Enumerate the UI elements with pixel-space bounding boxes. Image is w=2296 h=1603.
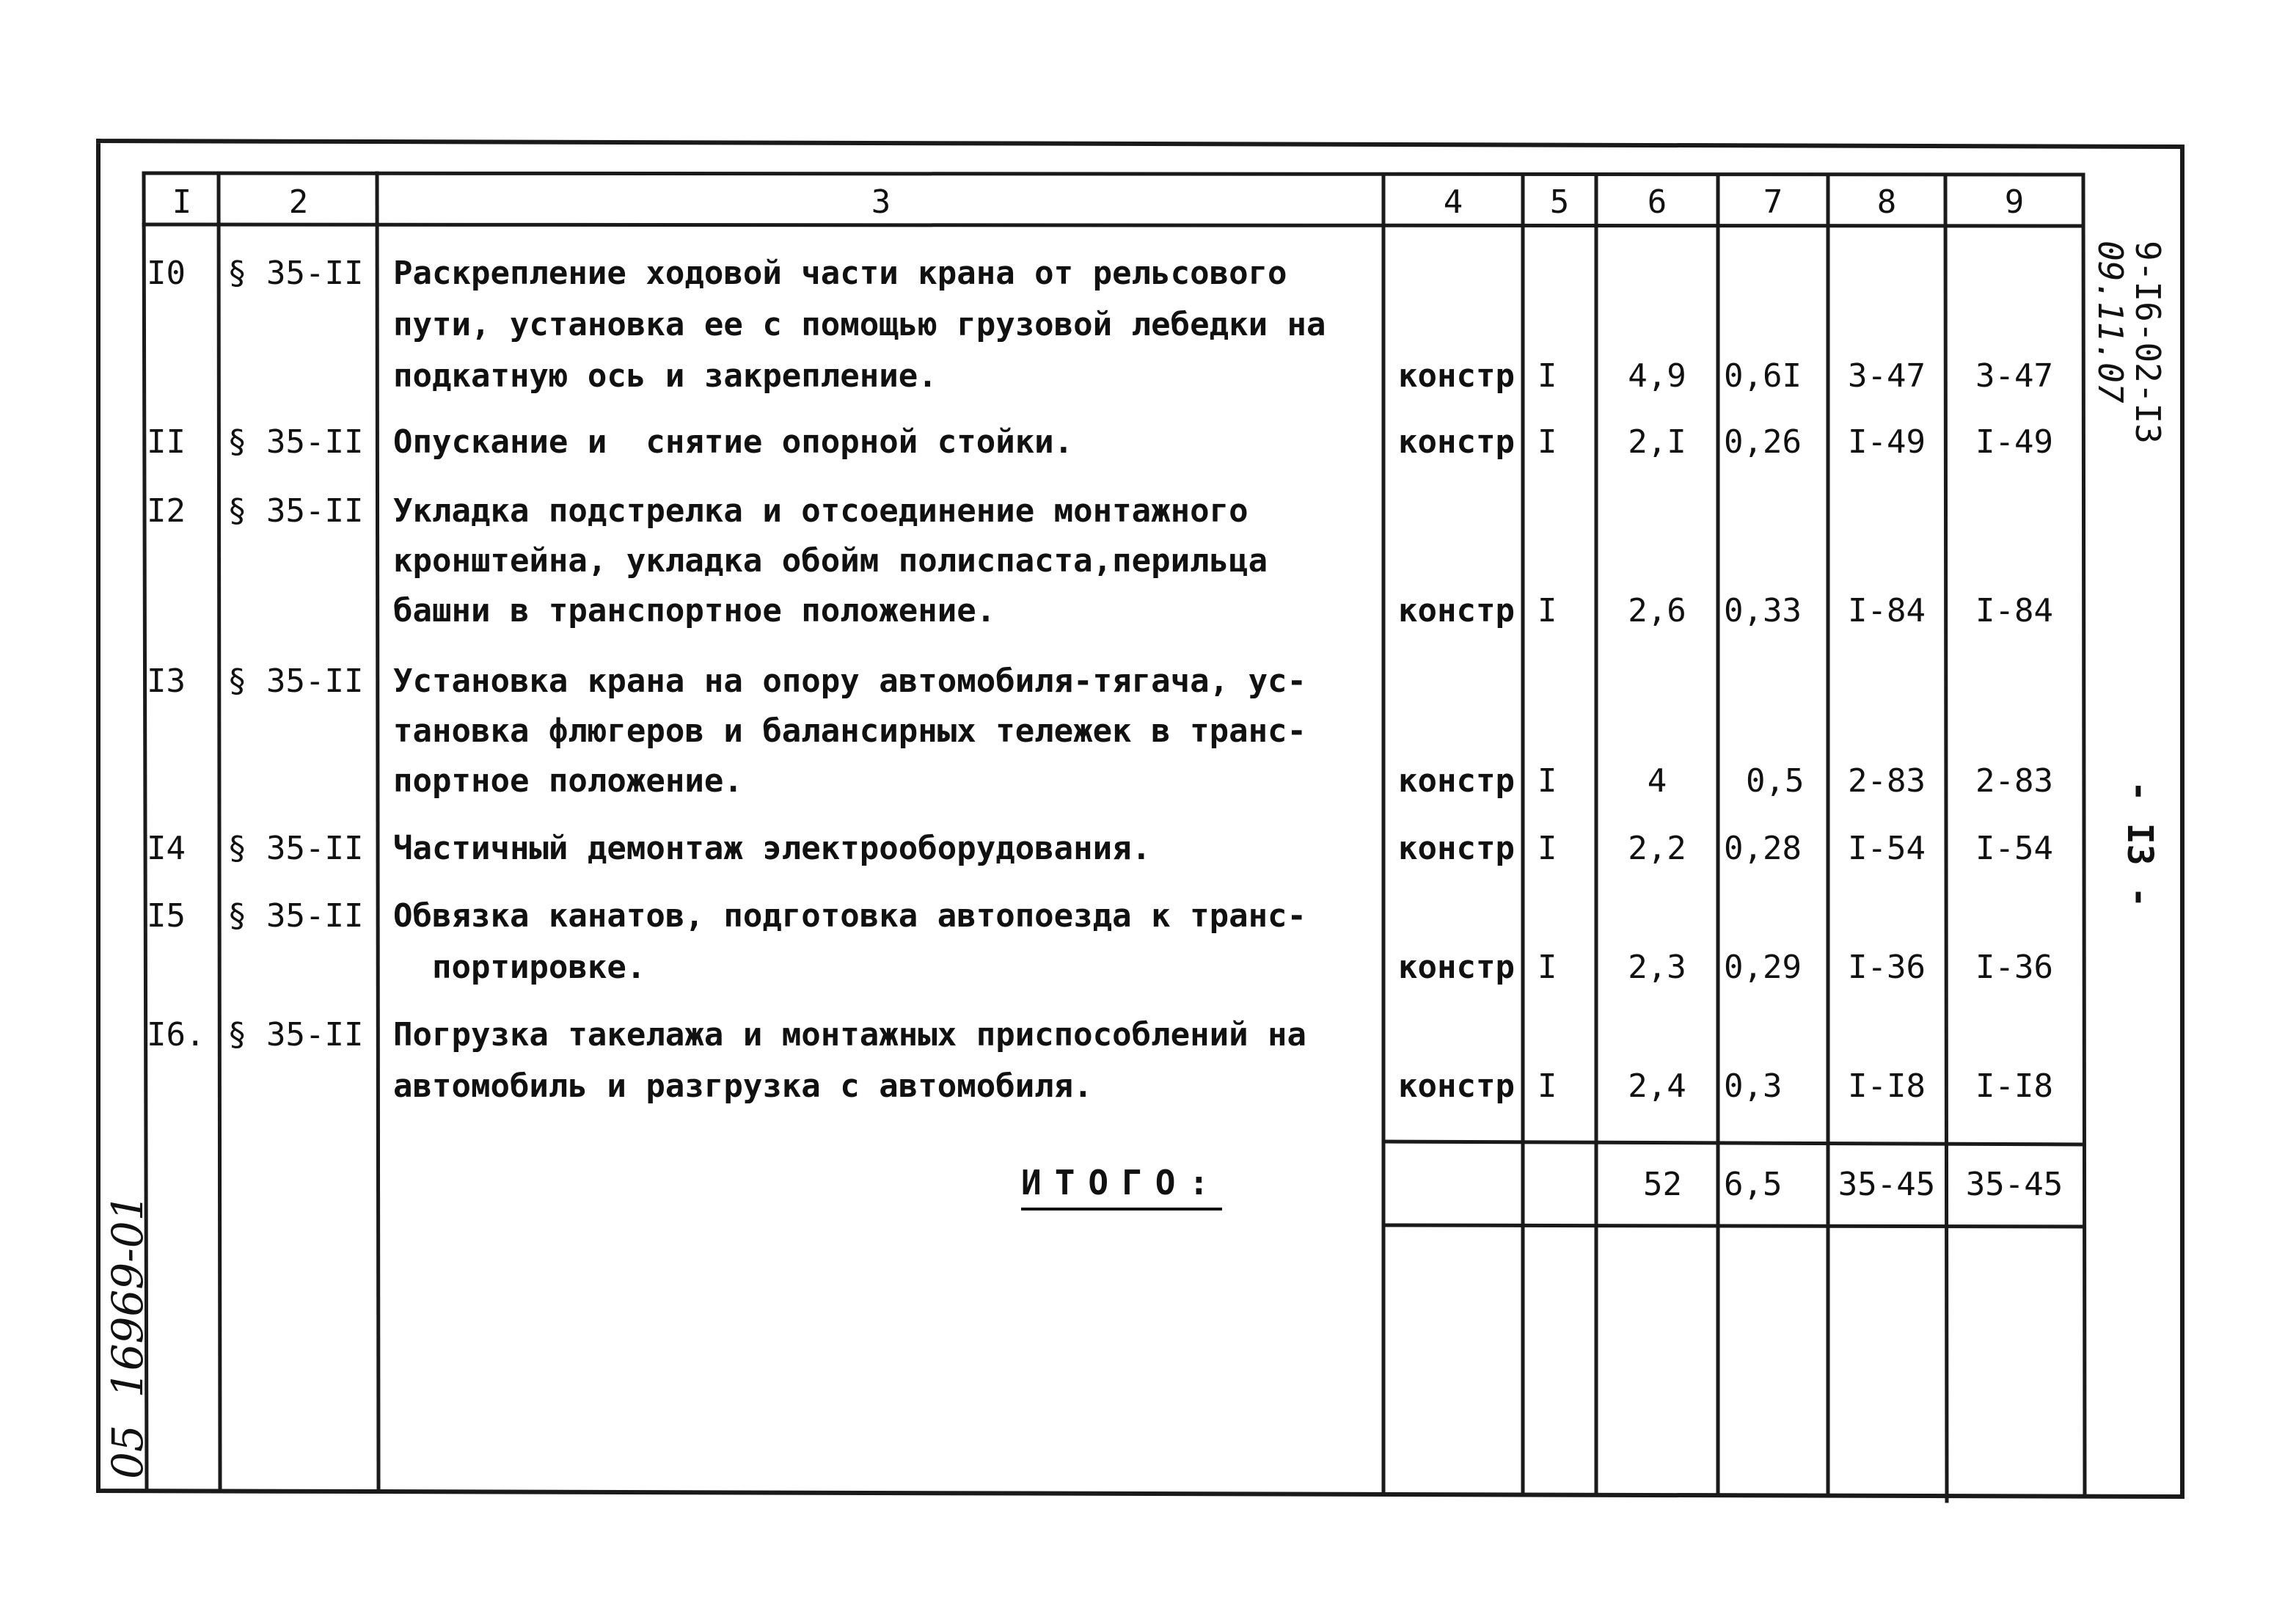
row-description-line: Раскрепление ходовой части крана от рельсового <box>393 255 1287 292</box>
header-col-9: 9 <box>2004 183 2025 221</box>
header-col-7: 7 <box>1763 183 1783 221</box>
row-quantity: I <box>1538 423 1557 461</box>
row-description-line: кронштейна, укладка обойм полиспаста,перильца <box>393 542 1268 580</box>
row-col-6: 4 <box>1647 762 1667 800</box>
header-col-1: I <box>172 183 192 221</box>
row-col-9: I-84 <box>1975 592 2053 629</box>
row-number: I3 <box>147 662 186 700</box>
total-col-6: 52 <box>1643 1166 1682 1203</box>
row-col-7: 0,26 <box>1724 423 1802 461</box>
row-unit: констр <box>1398 357 1515 395</box>
page-number: - I3 - <box>2119 781 2160 908</box>
row-col-9: I-49 <box>1975 423 2053 461</box>
row-unit: констр <box>1398 592 1515 629</box>
row-unit: констр <box>1398 1067 1515 1105</box>
row-reference: § 35-II <box>227 1016 364 1054</box>
row-quantity: I <box>1538 762 1557 800</box>
row-col-8: 2-83 <box>1848 762 1926 800</box>
row-col-6: 2,3 <box>1628 949 1686 986</box>
row-description-line: портировке. <box>393 949 646 986</box>
row-col-7: 0,6I <box>1724 357 1802 395</box>
row-col-6: 2,I <box>1628 423 1686 461</box>
row-col-8: I-54 <box>1848 830 1926 867</box>
row-col-6: 2,4 <box>1628 1067 1686 1105</box>
row-description-line: подкатную ось и закрепление. <box>393 357 937 395</box>
total-col-8: 35-45 <box>1838 1166 1936 1203</box>
header-col-3: 3 <box>871 183 891 221</box>
row-col-6: 2,2 <box>1628 830 1686 867</box>
row-description-line: пути, установка ее с помощью грузовой лебедки на <box>393 306 1326 343</box>
row-col-7: 0,28 <box>1724 830 1802 867</box>
row-number: I5 <box>147 897 186 935</box>
row-unit: констр <box>1398 423 1515 461</box>
row-description-line: Частичный демонтаж электрооборудования. <box>393 830 1152 867</box>
row-col-7: 0,29 <box>1724 949 1802 986</box>
row-reference: § 35-II <box>227 492 364 530</box>
handwritten-inventory-number: 05 16969-01 <box>103 1194 153 1479</box>
row-unit: констр <box>1398 830 1515 867</box>
row-description-line: Опускание и снятие опорной стойки. <box>393 423 1074 461</box>
row-number: I4 <box>147 830 186 867</box>
total-label: ИТОГО: <box>1021 1161 1222 1211</box>
row-col-7: 0,3 <box>1724 1067 1783 1105</box>
header-col-8: 8 <box>1876 183 1897 221</box>
document-code: 9-I6-02-I3 <box>2128 241 2168 444</box>
row-col-9: I-I8 <box>1975 1067 2053 1105</box>
row-col-9: I-54 <box>1975 830 2053 867</box>
row-description-line: автомобиль и разгрузка с автомобиля. <box>393 1067 1093 1105</box>
row-reference: § 35-II <box>227 423 364 461</box>
header-col-4: 4 <box>1443 183 1463 221</box>
row-reference: § 35-II <box>227 830 364 867</box>
row-description-line: башни в транспортное положение. <box>393 592 996 629</box>
row-description-line: Установка крана на опору автомобиля-тягача, ус- <box>393 662 1307 700</box>
row-description-line: Укладка подстрелка и отсоединение монтажного <box>393 492 1248 530</box>
row-col-7: 0,33 <box>1724 592 1802 629</box>
row-col-7: 0,5 <box>1746 762 1805 800</box>
row-col-6: 2,6 <box>1628 592 1686 629</box>
row-quantity: I <box>1538 357 1557 395</box>
row-reference: § 35-II <box>227 897 364 935</box>
row-col-8: I-I8 <box>1848 1067 1926 1105</box>
row-col-9: I-36 <box>1975 949 2053 986</box>
row-quantity: I <box>1538 1067 1557 1105</box>
row-quantity: I <box>1538 592 1557 629</box>
row-quantity: I <box>1538 949 1557 986</box>
row-col-6: 4,9 <box>1628 357 1686 395</box>
row-col-9: 2-83 <box>1975 762 2053 800</box>
header-col-2: 2 <box>288 183 309 221</box>
row-number: I2 <box>147 492 186 530</box>
row-number: I6. <box>147 1016 205 1054</box>
header-col-5: 5 <box>1549 183 1570 221</box>
row-col-8: I-36 <box>1848 949 1926 986</box>
row-description-line: тановка флюгеров и балансирных тележек в транс- <box>393 712 1307 750</box>
row-reference: § 35-II <box>227 255 364 292</box>
row-description-line: Погрузка такелажа и монтажных приспособлений на <box>393 1016 1307 1054</box>
row-unit: констр <box>1398 762 1515 800</box>
row-number: I0 <box>147 255 186 292</box>
row-description-line: портное положение. <box>393 762 743 800</box>
row-quantity: I <box>1538 830 1557 867</box>
row-unit: констр <box>1398 949 1515 986</box>
document-date: 09.11.07 <box>2091 241 2130 404</box>
row-number: II <box>147 423 186 461</box>
total-col-9: 35-45 <box>1965 1166 2063 1203</box>
row-description-line: Обвязка канатов, подготовка автопоезда к транс- <box>393 897 1307 935</box>
row-col-8: I-49 <box>1848 423 1926 461</box>
total-col-7: 6,5 <box>1724 1166 1783 1203</box>
header-col-6: 6 <box>1647 183 1667 221</box>
row-reference: § 35-II <box>227 662 364 700</box>
row-col-8: I-84 <box>1848 592 1926 629</box>
row-col-9: 3-47 <box>1975 357 2053 395</box>
row-col-8: 3-47 <box>1848 357 1926 395</box>
